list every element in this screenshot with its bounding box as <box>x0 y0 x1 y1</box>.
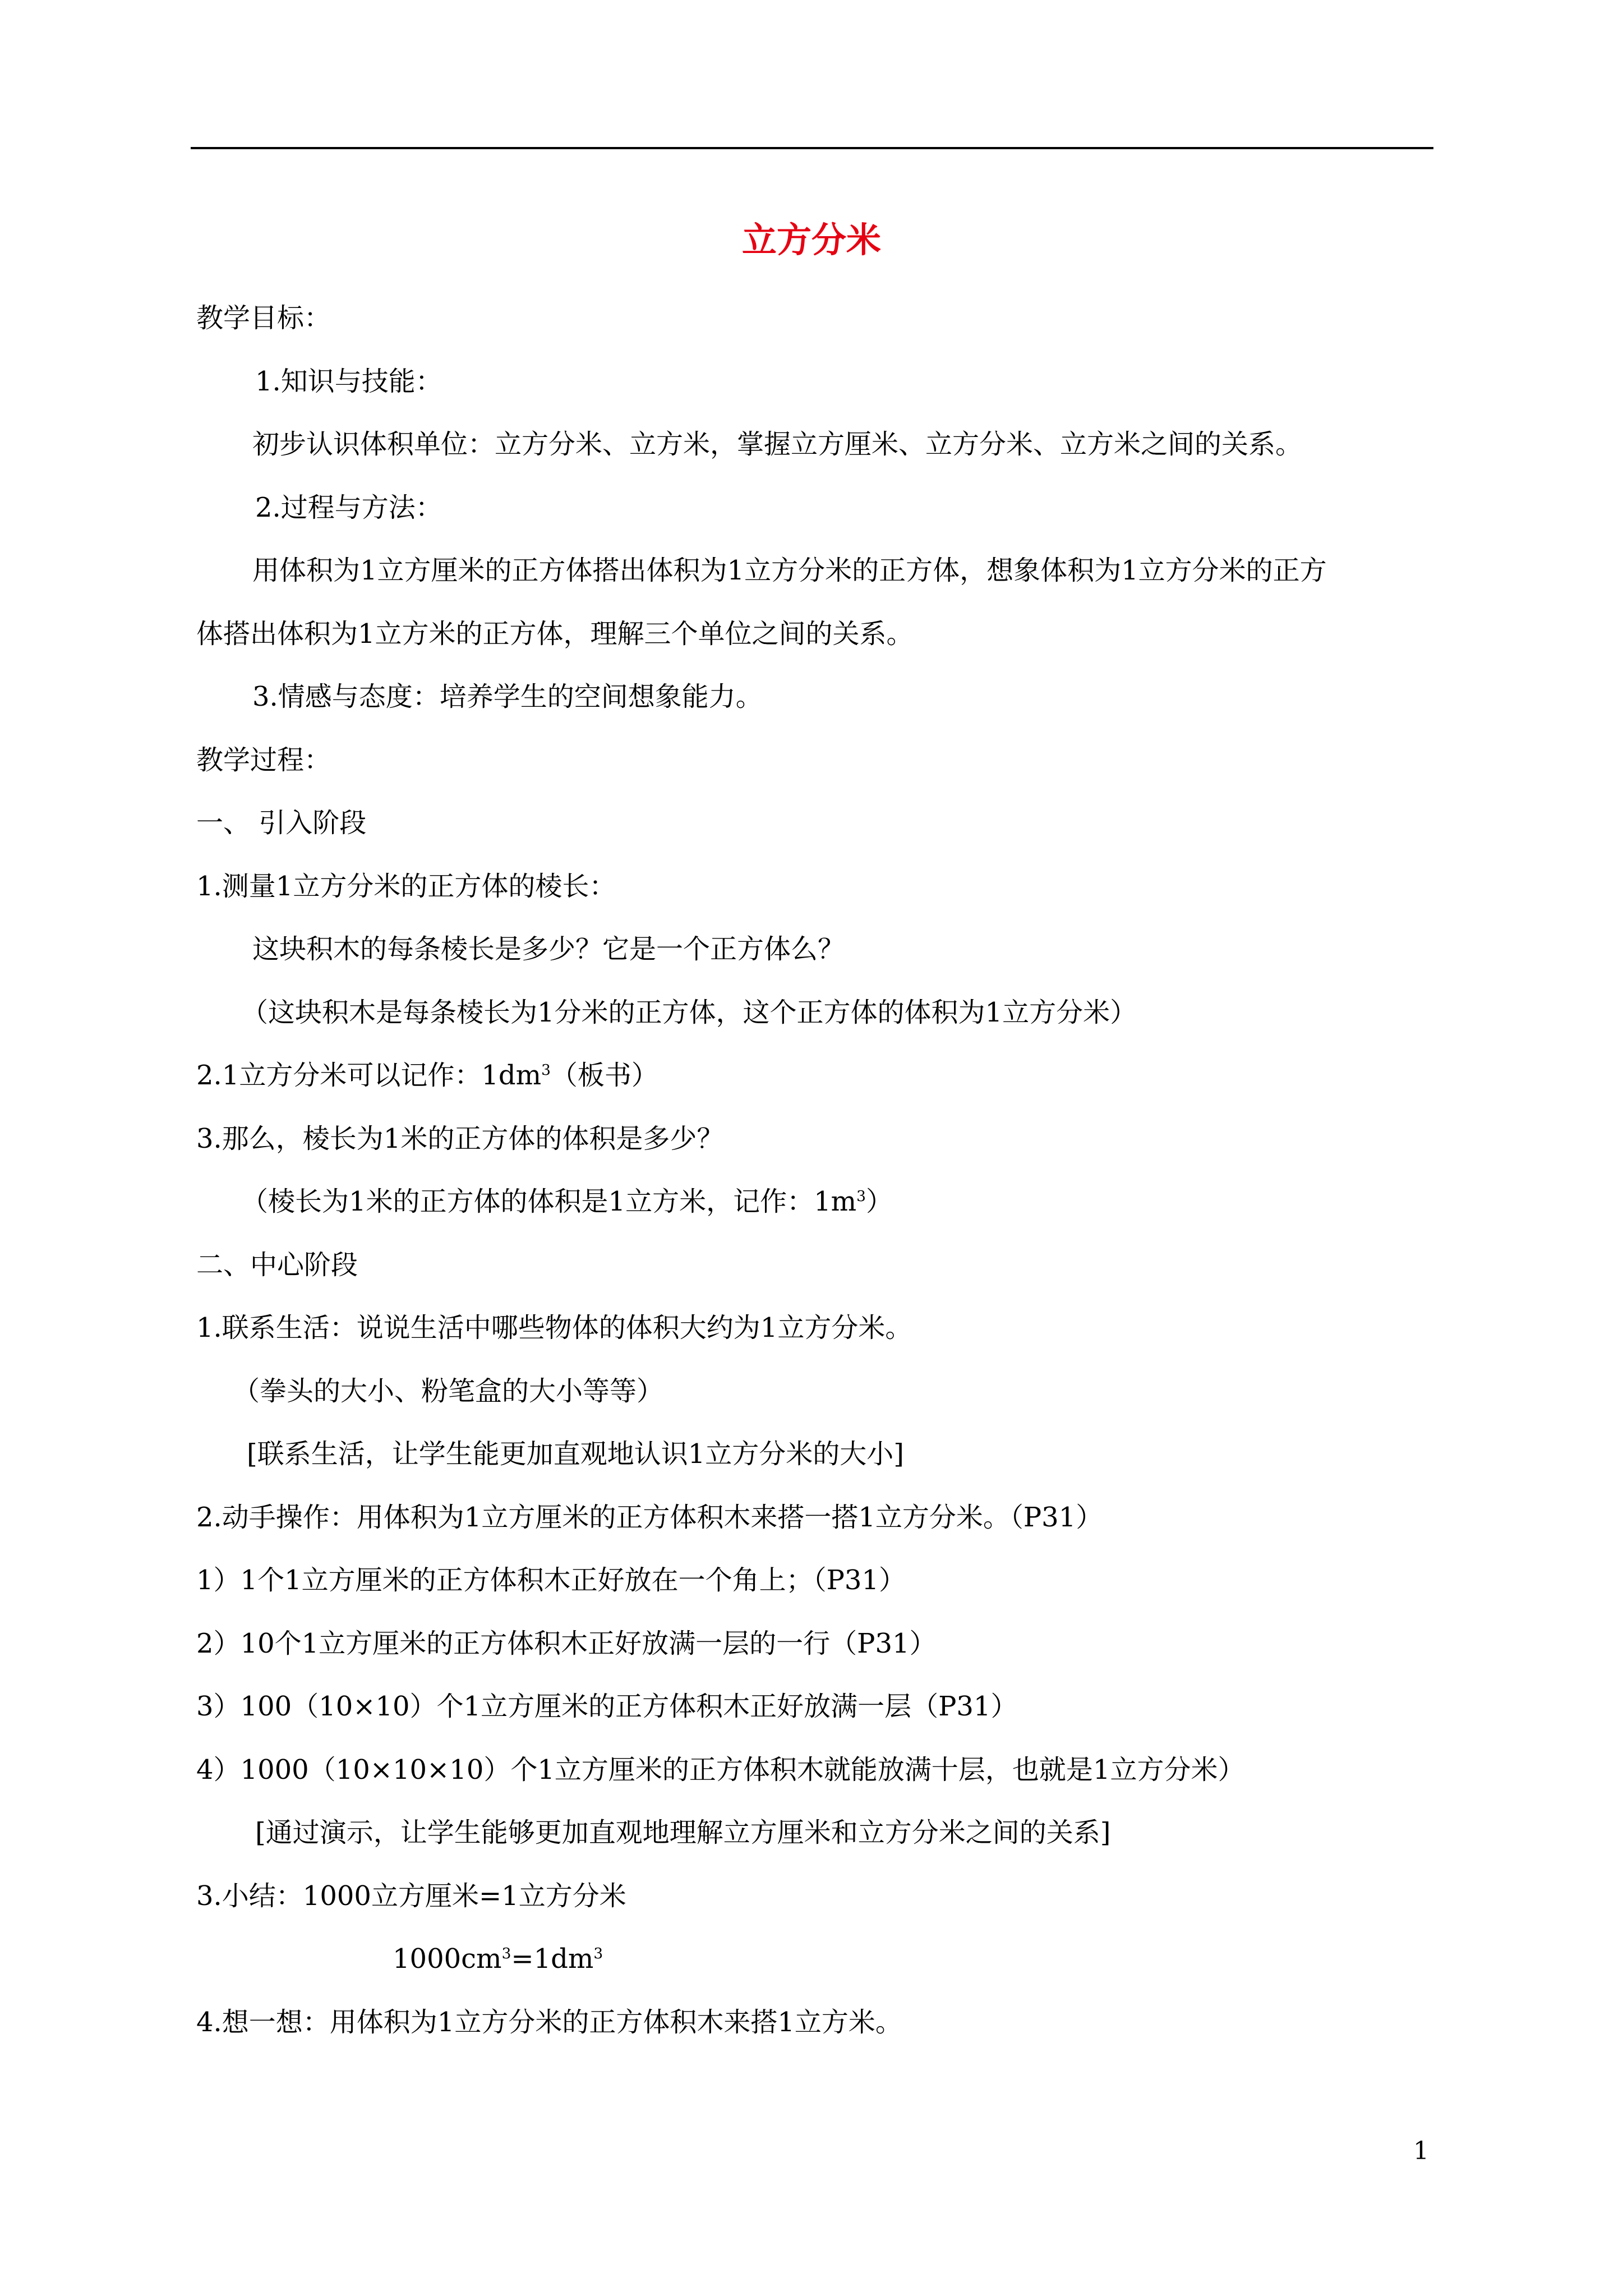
text-line: 3.小结：1000立方厘米=1立方分米 <box>196 1880 626 1912</box>
text-line: 教学过程： <box>196 744 331 776</box>
text-line: 1.联系生活：说说生活中哪些物体的体积大约为1立方分米。 <box>196 1312 912 1343</box>
text-line: 3.那么，棱长为1米的正方体的体积是多少？ <box>196 1123 724 1154</box>
text-line: 3）100（10×10）个1立方厘米的正方体积木正好放满一层（P31） <box>196 1691 1018 1722</box>
text-line: 一、 引入阶段 <box>196 807 367 839</box>
text-line: [通过演示，让学生能够更加直观地理解立方厘米和立方分米之间的关系] <box>255 1817 1111 1848</box>
text-line: 这块积木的每条棱长是多少？它是一个正方体么？ <box>252 933 845 965</box>
page-number: 1 <box>1413 2137 1429 2165</box>
text-line: 4）1000（10×10×10）个1立方厘米的正方体积木就能放满十层，也就是1立方分米） <box>196 1754 1245 1786</box>
text-line: 2.动手操作：用体积为1立方厘米的正方体积木来搭一搭1立方分米。（P31） <box>196 1502 1103 1533</box>
text-line: 体搭出体积为1立方米的正方体，理解三个单位之间的关系。 <box>196 618 914 650</box>
text-line: 用体积为1立方厘米的正方体搭出体积为1立方分米的正方体，想象体积为1立方分米的正方 <box>252 555 1327 586</box>
text-line: 2.1立方分米可以记作：$1dm^3$（板书） <box>196 1060 658 1091</box>
text-line: 4.想一想：用体积为1立方分米的正方体积木来搭1立方米。 <box>196 2007 902 2038</box>
text-line: [联系生活，让学生能更加直观地认识1立方分米的大小] <box>247 1438 904 1470</box>
text-line: $1000cm^3=1dm^3$ <box>393 1943 603 1975</box>
text-line: （棱长为1米的正方体的体积是1立方米，记作：$1m^3$） <box>241 1186 893 1217</box>
text-line: 1.测量1立方分米的正方体的棱长： <box>196 871 616 902</box>
header-rule <box>191 147 1433 149</box>
text-line: 1）1个1立方厘米的正方体积木正好放在一个角上；（P31） <box>196 1565 906 1596</box>
text-line: 3.情感与态度：培养学生的空间想象能力。 <box>252 681 763 712</box>
text-line: 1.知识与技能： <box>255 366 442 397</box>
text-line: 二、中心阶段 <box>196 1249 358 1281</box>
text-line: 2）10个1立方厘米的正方体积木正好放满一层的一行（P31） <box>196 1628 937 1659</box>
text-line: 初步认识体积单位：立方分米、立方米，掌握立方厘米、立方分米、立方米之间的关系。 <box>252 429 1303 460</box>
text-line: （这块积木是每条棱长为1分米的正方体，这个正方体的体积为1立方分米） <box>241 997 1137 1028</box>
text-line: 教学目标： <box>196 302 331 334</box>
text-line: 2.过程与方法： <box>255 492 442 523</box>
text-line: （拳头的大小、粉笔盒的大小等等） <box>233 1375 664 1407</box>
document-title: 立方分米 <box>741 219 881 260</box>
